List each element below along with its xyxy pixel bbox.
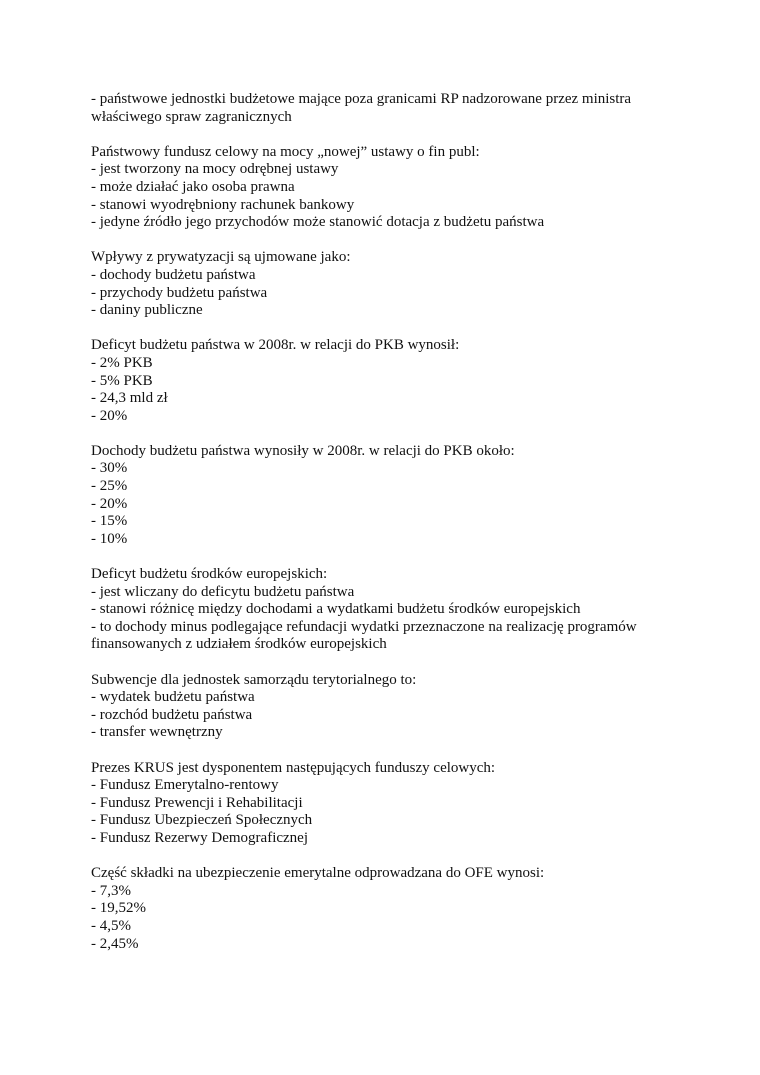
question-heading: Państwowy fundusz celowy na mocy „nowej” ustawy o fin publ: (91, 143, 480, 160)
answer-option: - 4,5% (91, 917, 131, 934)
answer-option: - 7,3% (91, 882, 131, 899)
answer-option: - 20% (91, 495, 128, 512)
answer-option: - Fundusz Emerytalno-rentowy (91, 777, 279, 794)
question-heading: Prezes KRUS jest dysponentem następujących funduszy celowych: (91, 759, 496, 776)
answer-option: - państwowe jednostki budżetowe mające poza granicami RP nadzorowane przez ministra (91, 91, 632, 107)
answer-option: - dochody budżetu państwa (91, 266, 256, 283)
answer-option: właściwego spraw zagranicznych (91, 108, 292, 125)
answer-option: - stanowi różnicę między dochodami a wydatkami budżetu środków europejskich (91, 601, 581, 618)
answer-option: - 30% (91, 460, 128, 477)
answer-option: - 2% PKB (91, 354, 153, 371)
answer-option: - wydatek budżetu państwa (91, 689, 255, 706)
question-block (91, 865, 681, 953)
question-block (91, 672, 681, 742)
question-block (91, 337, 681, 425)
answer-option: - przychody budżetu państwa (91, 284, 268, 301)
answer-option: - jest tworzony na mocy odrębnej ustawy (91, 161, 339, 178)
answer-option: - stanowi wyodrębniony rachunek bankowy (91, 196, 355, 213)
answer-option: - 15% (91, 513, 128, 530)
question-heading: Część składki na ubezpieczenie emerytalne odprowadzana do OFE wynosi: (91, 865, 545, 882)
answer-option: - transfer wewnętrzny (91, 724, 223, 741)
question-heading: Deficyt budżetu środków europejskich: (91, 566, 328, 583)
answer-option: - 24,3 mld zł (91, 390, 168, 407)
answer-option: - jedyne źródło jego przychodów może stanowić dotacja z budżetu państwa (91, 214, 545, 231)
answer-option: - Fundusz Prewencji i Rehabilitacji (91, 794, 303, 811)
question-heading: Deficyt budżetu państwa w 2008r. w relacji do PKB wynosił: (91, 337, 460, 354)
answer-option: - 2,45% (91, 935, 139, 952)
answer-option: - to dochody minus podlegające refundacji wydatki przeznaczone na realizację programów (91, 618, 637, 635)
question-block (91, 91, 681, 126)
answer-option: finansowanych z udziałem środków europejskich (91, 636, 387, 653)
question-block (91, 144, 681, 232)
answer-option: - może działać jako osoba prawna (91, 178, 295, 195)
answer-option: - Fundusz Rezerwy Demograficznej (91, 829, 309, 846)
answer-option: - 5% PKB (91, 372, 153, 389)
question-heading: Dochody budżetu państwa wynosiły w 2008r. w relacji do PKB około: (91, 442, 515, 459)
answer-option: - rozchód budżetu państwa (91, 706, 253, 723)
answer-option: - 10% (91, 530, 128, 547)
question-block (91, 249, 681, 319)
answer-option: - jest wliczany do deficytu budżetu państwa (91, 583, 355, 600)
question-heading: Wpływy z prywatyzacji są ujmowane jako: (91, 249, 351, 266)
question-block (91, 566, 681, 654)
answer-option: - daniny publiczne (91, 302, 203, 319)
question-block (91, 760, 681, 848)
question-block (91, 443, 681, 549)
document-page (91, 91, 681, 971)
answer-option: - 20% (91, 407, 128, 424)
question-heading: Subwencje dla jednostek samorządu terytorialnego to: (91, 671, 417, 688)
answer-option: - Fundusz Ubezpieczeń Społecznych (91, 812, 313, 829)
answer-option: - 19,52% (91, 900, 146, 917)
answer-option: - 25% (91, 478, 128, 495)
